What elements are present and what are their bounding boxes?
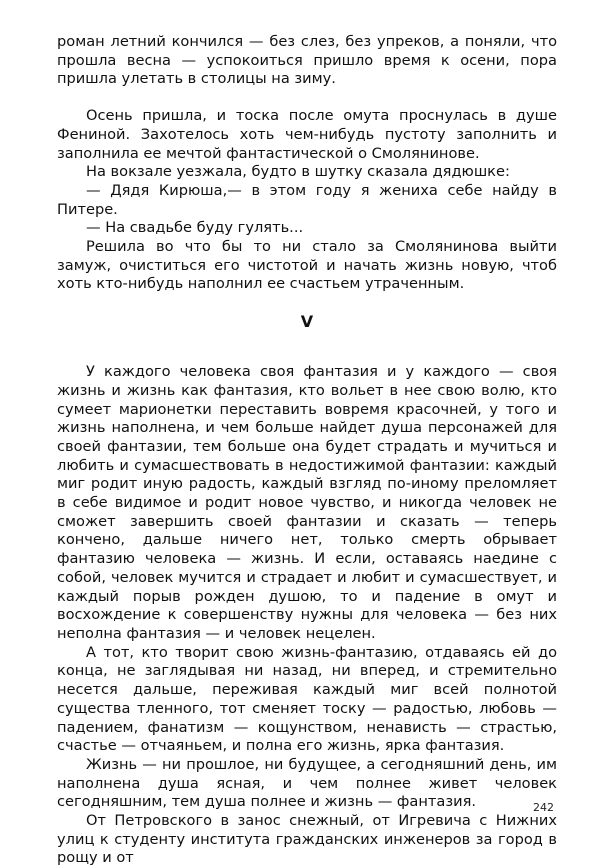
paragraph-autumn: Осень пришла, и тоска после омута проснулась в душе Фениной. Захотелось хоть чем-нибудь пустоту заполнить и заполнила ее мечтой фантастической о Смолянинове. (57, 107, 557, 162)
dialogue-line-2: — На свадьбе буду гулять... (86, 219, 304, 237)
chapter-heading: V (300, 312, 314, 332)
page-body (57, 33, 557, 868)
paragraph-petrovsky: От Петровского в занос снежный, от Игревича с Нижних улиц к студенту института гражданских инженеров за город в рощу и от (57, 812, 557, 867)
paragraph-gap (57, 89, 557, 107)
paragraph-continuation: роман летний кончился — без слез, без упреков, а поняли, что прошла весна — успокоиться пришло время к осени, пора пришла улетать в столицы на зиму. (57, 33, 557, 88)
paragraph-creator: А тот, кто творит свою жизнь-фантазию, отдаваясь ей до конца, не заглядывая ни назад, ни вперед, и стремительно несется дальше, переживая каждый миг всей полнотой существа тленного, тот сменяет тоску — радостью, любовь — падением, фанатизм — кощунством, ненависть — страстью, счастье — отчаяньем, и полна его жизнь, ярка фантазия. (57, 643, 557, 755)
paragraph-decision: Решила во что бы то ни стало за Смолянинова выйти замуж, очиститься его чистотой и начать жизнь новую, чтоб хоть кто-нибудь наполнил ее счастьем утраченным. (57, 238, 557, 293)
paragraph-station: На вокзале уезжала, будто в шутку сказала дядюшке: (86, 163, 510, 181)
page-number: 242 (533, 801, 554, 814)
paragraph-fantasy: У каждого человека своя фантазия и у каждого — своя жизнь и жизнь как фантазия, кто вольет в нее свою волю, кто сумеет марионетки переставить вовремя красочней, у того и жизнь наполнена, и чем больше найдет душа персонажей для своей фантазии, тем больше она будет страдать и мучиться и любить и сумасшествовать в недостижимой фантазии: каждый миг родит иную радость, каждый взгляд по-иному преломляет в себе видимое и родит новое чувство, и никогда человек не сможет завершить своей фантазии и сказать — теперь кончено, дальше ничего нет, только смерть обрывает фантазию человека — жизнь. И если, оставаясь наедине с собой, человек мучится и страдает и любит и сумасшествует, и каждый порыв рожден душою, то и падение в омут и восхождение к совершенству нужны для человека — без них неполна фантазия — и человек нецелен. (57, 363, 557, 642)
paragraph-life: Жизнь — ни прошлое, ни будущее, а сегодняшний день, им наполнена душа ясная, и чем полнее живет человек сегодняшним, тем душа полнее и жизнь — фантазия. (57, 755, 557, 811)
dialogue-line-1: — Дядя Кирюша,— в этом году я жениха себе найду в Питере. (57, 181, 557, 218)
